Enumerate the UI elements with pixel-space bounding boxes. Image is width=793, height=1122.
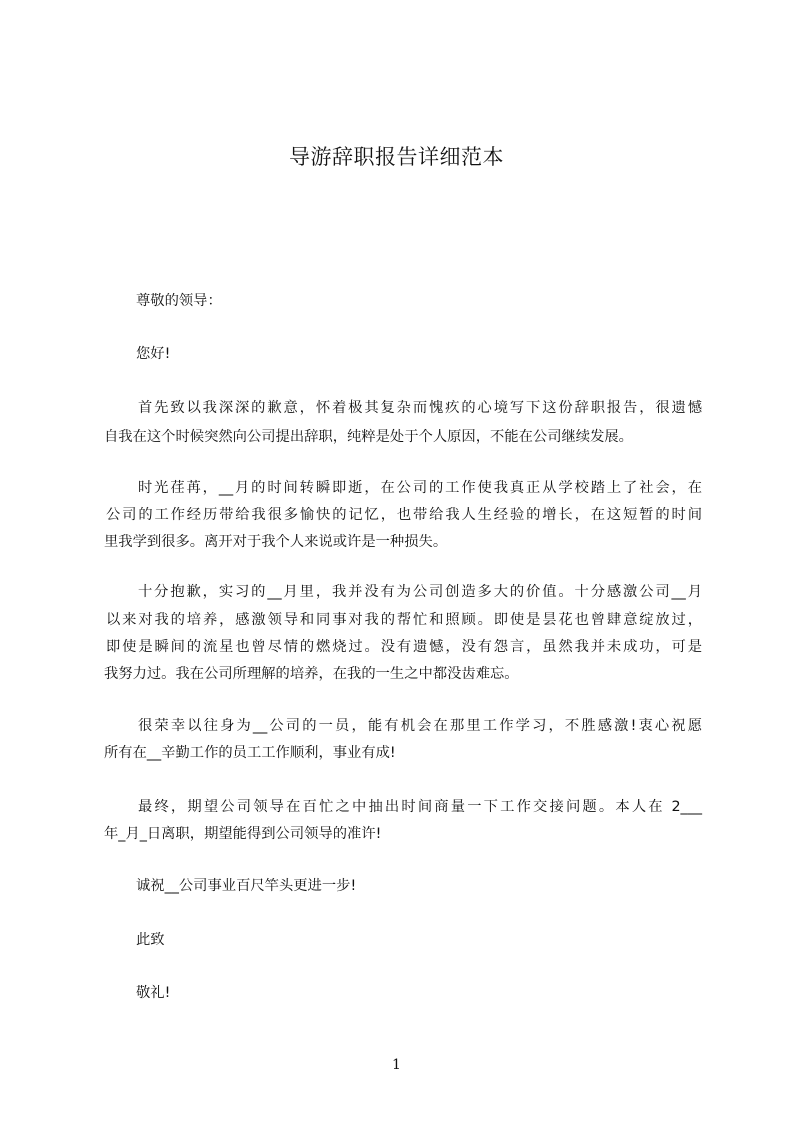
- paragraph-line: 我努力过。我在公司所理解的培养，在我的一生之中都没齿难忘。: [104, 666, 519, 682]
- greeting: 您好!: [136, 346, 171, 362]
- page-number: 1: [392, 1057, 401, 1073]
- paragraph-line: 自我在这个时候突然向公司提出辞职，纯粹是处于个人原因，不能在公司继续发展。: [104, 429, 633, 445]
- paragraph-line: 里我学到很多。离开对于我个人来说或许是一种损失。: [104, 534, 448, 550]
- paragraph-line: 首先致以我深深的歉意，怀着极其复杂而愧疚的心境写下这份辞职报告，很遗憾: [138, 400, 702, 416]
- wish-line: 诚祝__公司事业百尺竿头更进一步!: [136, 878, 357, 894]
- salutation: 尊敬的领导：: [136, 293, 222, 309]
- paragraph-line: 年_月_日离职，期望能得到公司领导的准许!: [104, 826, 382, 842]
- paragraph-line: 十分抱歉，实习的__月里，我并没有为公司创造多大的价值。十分感激公司__月: [138, 584, 702, 600]
- paragraph-line: 即使是瞬间的流星也曾尽情的燃烧过。没有遗憾，没有怨言，虽然我并未成功，可是: [106, 639, 702, 655]
- closing-jing-li: 敬礼!: [136, 985, 171, 1001]
- paragraph-line: 时光荏苒，__月的时间转瞬即逝，在公司的工作使我真正从学校踏上了社会，在: [138, 480, 702, 496]
- paragraph-line: 公司的工作经历带给我很多愉快的记忆，也带给我人生经验的增长，在这短暂的时间: [106, 507, 702, 523]
- document-title: 导游辞职报告详细范本: [289, 145, 504, 169]
- paragraph-line: 以来对我的培养，感激领导和同事对我的帮忙和照顾。即使是昙花也曾肆意绽放过，: [106, 612, 702, 628]
- paragraph-line: 所有在__辛勤工作的员工工作顺利，事业有成!: [104, 745, 396, 761]
- closing-ci-zhi: 此致: [136, 932, 165, 948]
- paragraph-line: 很荣幸以往身为__公司的一员，能有机会在那里工作学习，不胜感激!衷心祝愿: [138, 718, 702, 734]
- paragraph-line: 最终，期望公司领导在百忙之中抽出时间商量一下工作交接问题。本人在 2___: [138, 799, 702, 815]
